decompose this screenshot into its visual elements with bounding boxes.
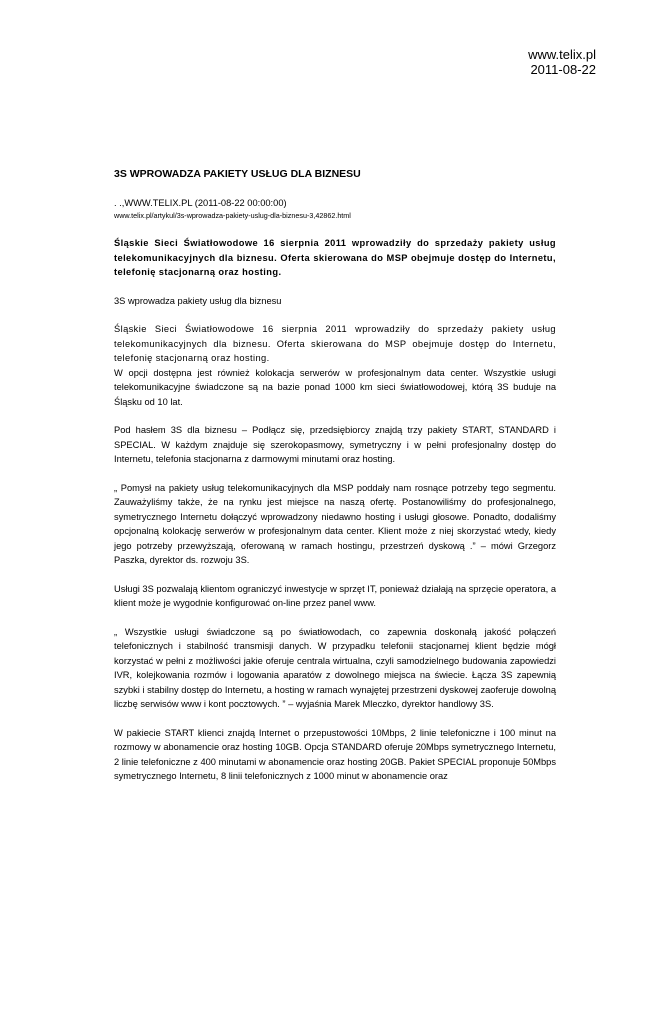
paragraph-1-text: Śląskie Sieci Światłowodowe 16 sierpnia 2011 wprowadziły do sprzedaży pakiety usług telekomunikacyjnych dla biznesu. Oferta skierowana do MSP obejmuje dostęp do Internetu, telefonię stacjonarną oraz hosting. bbox=[114, 324, 556, 363]
article-paragraph-3: „ Pomysł na pakiety usług telekomunikacyjnych dla MSP poddały nam rosnące potrzeby tego segmentu. Zauważyliśmy także, że na rynku jest miejsce na naszą ofertę. Postanowiliśmy do profesjonalnego, symetrycznego Internetu dołączyć wprowadzony niedawno hosting i usługi głosowe. Ponadto, dodaliśmy opcjonalną kolokację serwerów w profesjonalnym data center. Klient może z niej skorzystać wtedy, kiedy jego potrzeby przewyższają, oferowaną w ramach hostingu, przestrzeń dyskową .” – mówi Grzegorz Paszka, dyrektor ds. rozwoju 3S. bbox=[114, 482, 556, 565]
article-paragraph-1 bbox=[114, 322, 556, 409]
article-title: 3S WPROWADZA PAKIETY USŁUG DLA BIZNESU bbox=[114, 168, 361, 180]
header-site: www.telix.pl bbox=[528, 47, 596, 62]
header-date: 2011-08-22 bbox=[530, 62, 596, 77]
page-header bbox=[528, 47, 596, 77]
article-lead: Śląskie Sieci Światłowodowe 16 sierpnia 2011 wprowadziły do sprzedaży pakiety usług telekomunikacyjnych dla biznesu. Oferta skierowana do MSP obejmuje dostęp do Internetu, telefonię stacjonarną oraz hosting. bbox=[114, 238, 556, 277]
article-source: . .,WWW.TELIX.PL (2011-08-22 00:00:00) bbox=[114, 197, 287, 208]
article-paragraph-5: „ Wszystkie usługi świadczone są po światłowodach, co zapewnia doskonałą jakość połączeń telefonicznych i stabilność transmisji danych. W przypadku telefonii stacjonarnej klient będzie mógł korzystać w pełni z możliwości jakie oferuje centrala wirtualna, czyli samodzielnego budowania zapowiedzi IVR, kolejkowania rozmów i logowania aparatów z dowolnego miejsca na świecie. Łącza 3S zapewnią szybki i stabilny dostęp do Internetu, a hosting w ramach wynajętej przestrzeni dyskowej zaoferuje dowolną liczbę serwisów www i kont pocztowych. ” – wyjaśnia Marek Mleczko, dyrektor handlowy 3S. bbox=[114, 626, 556, 709]
article-subtitle: 3S wprowadza pakiety usług dla biznesu bbox=[114, 295, 282, 306]
article-paragraph-4: Usługi 3S pozwalają klientom ograniczyć inwestycje w sprzęt IT, ponieważ działają na sprzęcie operatora, a klient może je wygodnie konfigurować on-line przez panel www. bbox=[114, 583, 556, 608]
article-paragraph-2: Pod hasłem 3S dla biznesu – Podłącz się, przedsiębiorcy znajdą trzy pakiety START, STANDARD i SPECIAL. W każdym znajduje się szerokopasmowy, symetryczny i w pełni profesjonalny dostęp do Internetu, telefonia stacjonarna z darmowymi minutami oraz hosting. bbox=[114, 425, 556, 464]
article-paragraph-6: W pakiecie START klienci znajdą Internet o przepustowości 10Mbps, 2 linie telefoniczne i 100 minut na rozmowy w abonamencie oraz hosting 10GB. Opcja STANDARD oferuje 20Mbps symetrycznego Internetu, 2 linie telefoniczne z 400 minutami w abonamencie oraz hosting 20GB. Pakiet SPECIAL proponuje 50Mbps symetrycznego Internetu, 8 linii telefonicznych z 1000 minut w abonamencie oraz bbox=[114, 727, 556, 781]
paragraph-1-continuation: W opcji dostępna jest również kolokacja serwerów w profesjonalnym data center. Wszystkie usługi telekomunikacyjne świadczone są na bazie ponad 1000 km sieci światłowodowej, którą 3S buduje na Śląsku od 10 lat. bbox=[114, 367, 556, 407]
article-url: www.telix.pl/artykul/3s-wprowadza-pakiety-uslug-dla-biznesu-3,42862.html bbox=[114, 211, 351, 220]
article bbox=[114, 167, 556, 798]
